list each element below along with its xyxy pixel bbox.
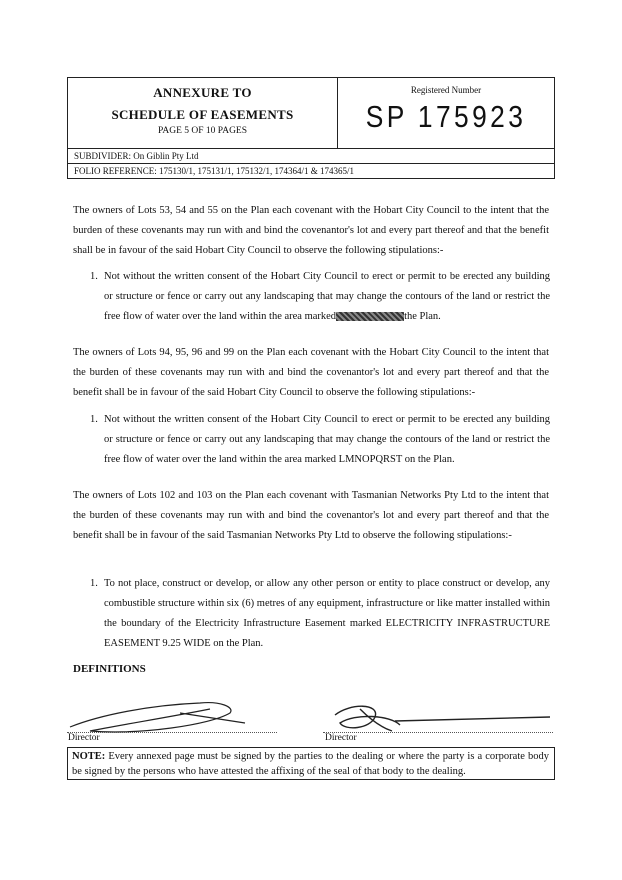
header-title-block <box>68 78 338 148</box>
note-text: Every annexed page must be signed by the parties to the dealing or where the party is a corporate body be signed by the persons who have attested the affixing of the seal of that body to the dealing. <box>72 751 550 777</box>
section1-item-text-after: the Plan. <box>404 311 441 322</box>
right-director-label: Director <box>325 733 357 743</box>
note-box <box>67 747 555 780</box>
registered-label: Registered Number <box>410 85 482 95</box>
title-line2: SCHEDULE OF EASEMENTS <box>111 107 294 122</box>
page-info: PAGE 5 OF 10 PAGES <box>157 126 248 136</box>
section2-intro: The owners of Lots 94, 95, 96 and 99 on the Plan each covenant with the Hobart City Council to the intent that the burden of these covenants may run with and bind the covenantor's lot and every part thereof and that the benefit shall be in favour of the said Hobart City Council to observe the following stipulations:- <box>73 347 549 398</box>
section3-item-text: To not place, construct or develop, or allow any other person or entity to place construct or develop, any combustible structure within six (6) metres of any equipment, infrastructure or like matter installed within the boundary of the Electricity Infrastructure Easement marked ELECTRICITY INFRASTRUCTURE EASEMENT 9.25 WIDE on the Plan. <box>104 578 550 649</box>
right-signature-line <box>323 732 553 733</box>
section1-item <box>90 267 550 327</box>
subdivider: SUBDIVIDER: On Giblin Pty Ltd <box>68 148 554 164</box>
registered-number-block <box>338 78 554 148</box>
registered-number: SP 175923 <box>365 99 527 134</box>
title-line1: ANNEXURE TO <box>153 85 252 100</box>
annexure-header <box>67 77 555 179</box>
section3-item-number: 1. <box>90 578 98 589</box>
section3-item <box>90 574 550 654</box>
section1-item-number: 1. <box>90 271 98 282</box>
section1-item-text: Not without the written consent of the Hobart City Council to erect or permit to be erected any building or structure or fence or carry out any landscaping that may change the contours of the land or restrict the free flow of water over the land within the area marked <box>104 271 550 322</box>
definitions-heading: DEFINITIONS <box>73 663 146 675</box>
note-label: NOTE: <box>72 751 106 762</box>
left-director-label: Director <box>68 733 100 743</box>
section1-intro: The owners of Lots 53, 54 and 55 on the Plan each covenant with the Hobart City Council to the intent that the burden of these covenants may run with and bind the covenantor's lot and every part thereof and that the benefit shall be in favour of the said Hobart City Council to observe the following stipulations:- <box>73 205 549 256</box>
folio-reference: FOLIO REFERENCE: 175130/1, 175131/1, 175132/1, 174364/1 & 174365/1 <box>68 163 554 179</box>
section2-item <box>90 410 550 470</box>
section2-item-number: 1. <box>90 414 98 425</box>
redacted-mark <box>336 312 404 321</box>
section2-item-text: Not without the written consent of the Hobart City Council to erect or permit to be erected any building or structure or fence or carry out any landscaping that may change the contours of the land or restrict the free flow of water over the land within the area marked LMNOPQRST on the Plan. <box>104 414 550 465</box>
section3-intro: The owners of Lots 102 and 103 on the Plan each covenant with Tasmanian Networks Pty Ltd to the intent that the burden of these covenants may run with and bind the covenantor's lot and every part thereof and that the benefit shall be in favour of the said Tasmanian Networks Pty Ltd to observe the following stipulations:- <box>73 490 549 541</box>
